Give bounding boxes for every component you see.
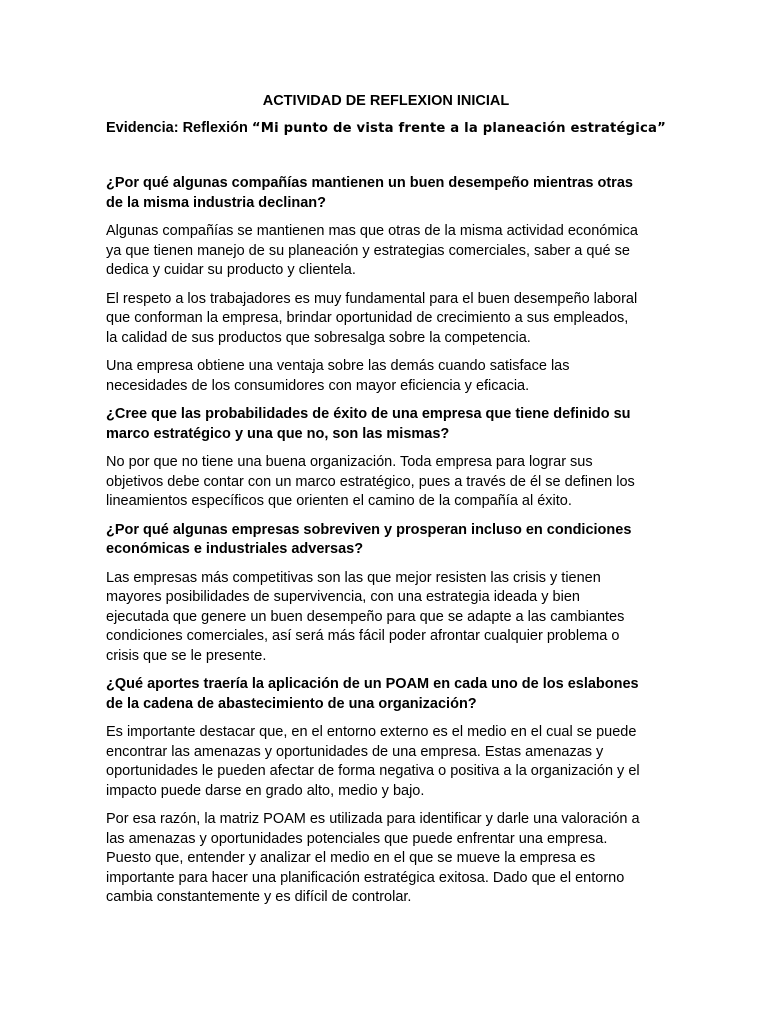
subtitle-prefix: Evidencia: Reflexión: [106, 120, 252, 136]
paragraph-line: ya que tienen manejo de su planeación y estrategias comerciales, saber a qué se: [106, 242, 630, 259]
question-4: [106, 675, 666, 714]
paragraph-line: oportunidades le pueden afectar de forma negativa o positiva a la organización y el: [106, 763, 640, 779]
paragraph-line: dedica y cuidar su producto y clientela.: [106, 262, 356, 278]
question-1: [106, 174, 666, 213]
paragraph-line: Las empresas más competitivas son las que mejor resisten las crisis y tienen: [106, 569, 601, 586]
paragraph-line: importante para hacer una planificación estratégica exitosa. Dado que el entorno: [106, 869, 625, 886]
document-subtitle: [106, 119, 666, 138]
question-2: [106, 405, 666, 444]
question-line: ¿Por qué algunas compañías mantienen un buen desempeño mientras otras: [106, 175, 633, 191]
answer-1-paragraph-3: [106, 357, 666, 396]
subtitle-quote: “Mi punto de vista frente a la planeación estratégica”: [251, 121, 666, 136]
question-line: económicas e industriales adversas?: [106, 541, 364, 557]
question-line: ¿Por qué algunas empresas sobreviven y prosperan incluso en condiciones: [106, 521, 632, 538]
question-line: ¿Cree que las probabilidades de éxito de una empresa que tiene definido su: [106, 406, 631, 422]
paragraph-line: necesidades de los consumidores con mayor eficiencia y eficacia.: [106, 377, 530, 394]
paragraph-line: Puesto que, entender y analizar el medio en el que se mueve la empresa es: [106, 850, 596, 866]
answer-1-paragraph-2: [106, 290, 666, 349]
paragraph-line: lineamientos específicos que orienten el camino de la compañía al éxito.: [106, 493, 572, 509]
question-line: de la misma industria declinan?: [106, 194, 326, 211]
paragraph-line: No por que no tiene una buena organización. Toda empresa para lograr sus: [106, 454, 593, 470]
answer-4-paragraph-2: [106, 810, 666, 908]
paragraph-line: El respeto a los trabajadores es muy fundamental para el buen desempeño laboral: [106, 290, 638, 307]
paragraph-line: mayores posibilidades de supervivencia, con una estrategia ideada y bien: [106, 589, 580, 605]
paragraph-line: cambia constantemente y es difícil de controlar.: [106, 889, 412, 905]
paragraph-line: las amenazas y oportunidades potenciales que puede enfrentar una empresa.: [106, 830, 608, 847]
paragraph-line: condiciones comerciales, así será más fácil poder afrontar cualquier problema o: [106, 628, 620, 644]
paragraph-line: encontrar las amenazas y oportunidades de una empresa. Estas amenazas y: [106, 743, 604, 760]
paragraph-line: Es importante destacar que, en el entorno externo es el medio en el cual se puede: [106, 724, 637, 740]
answer-3-paragraph-1: [106, 569, 666, 667]
paragraph-line: crisis que se le presente.: [106, 647, 267, 664]
paragraph-line: que conforman la empresa, brindar oportunidad de crecimiento a sus empleados,: [106, 310, 629, 326]
paragraph-line: ejecutada que genere un buen desempeño para que se adapte a las cambiantes: [106, 608, 625, 625]
paragraph-line: Algunas compañías se mantienen mas que otras de la misma actividad económica: [106, 223, 638, 239]
question-3: [106, 521, 666, 560]
answer-4-paragraph-1: [106, 723, 666, 801]
question-line: ¿Qué aportes traería la aplicación de un POAM en cada uno de los eslabones: [106, 676, 639, 692]
document-page: [106, 92, 666, 917]
answer-1-paragraph-1: [106, 222, 666, 281]
document-title: ACTIVIDAD DE REFLEXION INICIAL: [262, 93, 510, 109]
paragraph-line: Por esa razón, la matriz POAM es utilizada para identificar y darle una valoración a: [106, 811, 640, 827]
question-line: marco estratégico y una que no, son las mismas?: [106, 425, 450, 442]
paragraph-line: la calidad de sus productos que sobresalga sobre la competencia.: [106, 329, 531, 346]
question-line: de la cadena de abastecimiento de una organización?: [106, 695, 477, 712]
paragraph-line: objetivos debe contar con un marco estratégico, pues a través de él se definen los: [106, 473, 635, 490]
answer-2-paragraph-1: [106, 453, 666, 512]
paragraph-line: impacto puede darse en grado alto, medio y bajo.: [106, 782, 425, 799]
paragraph-line: Una empresa obtiene una ventaja sobre las demás cuando satisface las: [106, 358, 570, 374]
